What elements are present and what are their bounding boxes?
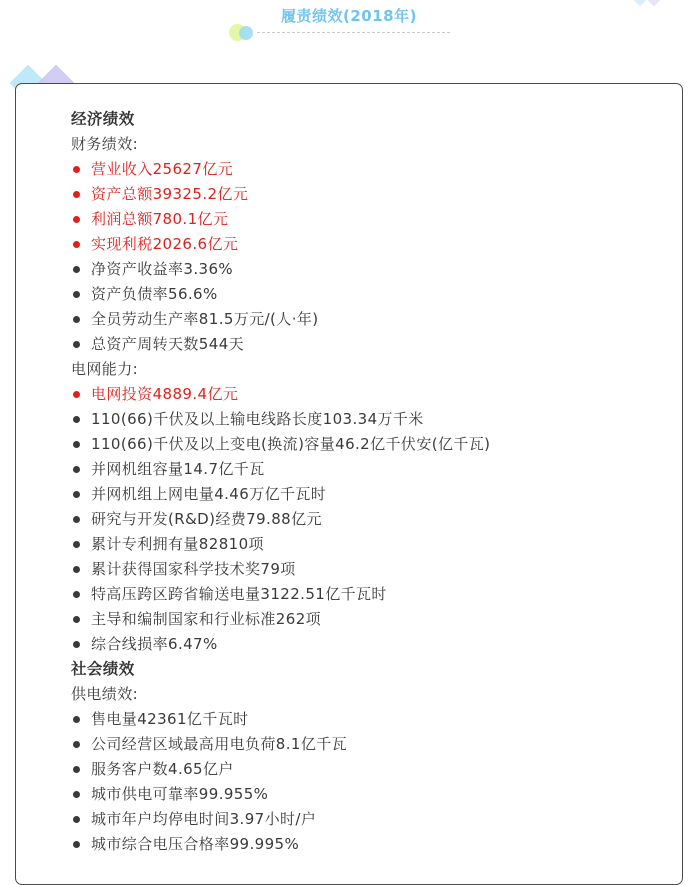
list-item: 净资产收益率3.36% bbox=[71, 257, 671, 282]
list-item: 并网机组上网电量4.46万亿千瓦时 bbox=[71, 482, 671, 507]
list-item: 售电量42361亿千瓦时 bbox=[71, 707, 671, 732]
list-item: 主导和编制国家和行业标准262项 bbox=[71, 607, 671, 632]
list-item: 110(66)千伏及以上变电(换流)容量46.2亿千伏安(亿千瓦) bbox=[71, 432, 671, 457]
highlighted-list-item: 利润总额780.1亿元 bbox=[71, 207, 671, 232]
list-item: 总资产周转天数544天 bbox=[71, 332, 671, 357]
subsection-label: 供电绩效: bbox=[71, 685, 139, 703]
list-item: 城市供电可靠率99.955% bbox=[71, 782, 671, 807]
list-item: 公司经营区域最高用电负荷8.1亿千瓦 bbox=[71, 732, 671, 757]
list-item: 服务客户数4.65亿户 bbox=[71, 757, 671, 782]
list-item: 特高压跨区跨省输送电量3122.51亿千瓦时 bbox=[71, 582, 671, 607]
page-header bbox=[0, 0, 692, 60]
list-item: 110(66)千伏及以上输电线路长度103.34万千米 bbox=[71, 407, 671, 432]
list-item: 城市年户均停电时间3.97小时/户 bbox=[71, 807, 671, 832]
list-item: 全员劳动生产率81.5万元/(人·年) bbox=[71, 307, 671, 332]
highlighted-list-item: 电网投资4889.4亿元 bbox=[71, 382, 671, 407]
performance-list bbox=[71, 107, 671, 857]
highlighted-list-item: 实现利税2026.6亿元 bbox=[71, 232, 671, 257]
section-heading: 经济绩效 bbox=[71, 110, 135, 128]
decorative-circle bbox=[239, 26, 253, 40]
list-item: 城市综合电压合格率99.995% bbox=[71, 832, 671, 857]
subsection-label: 财务绩效: bbox=[71, 135, 139, 153]
decorative-dots bbox=[229, 22, 259, 44]
list-item: 资产负债率56.6% bbox=[71, 282, 671, 307]
section-heading: 社会绩效 bbox=[71, 660, 135, 678]
corner-decoration bbox=[634, 0, 674, 6]
section-title: 履责绩效(2018年) bbox=[281, 7, 417, 25]
list-item: 并网机组容量14.7亿千瓦 bbox=[71, 457, 671, 482]
list-item: 综合线损率6.47% bbox=[71, 632, 671, 657]
list-item: 累计获得国家科学技术奖79项 bbox=[71, 557, 671, 582]
highlighted-list-item: 资产总额39325.2亿元 bbox=[71, 182, 671, 207]
title-underline bbox=[257, 32, 450, 33]
list-item: 研究与开发(R&D)经费79.88亿元 bbox=[71, 507, 671, 532]
highlighted-list-item: 营业收入25627亿元 bbox=[71, 157, 671, 182]
subsection-label: 电网能力: bbox=[71, 360, 139, 378]
list-item: 累计专利拥有量82810项 bbox=[71, 532, 671, 557]
